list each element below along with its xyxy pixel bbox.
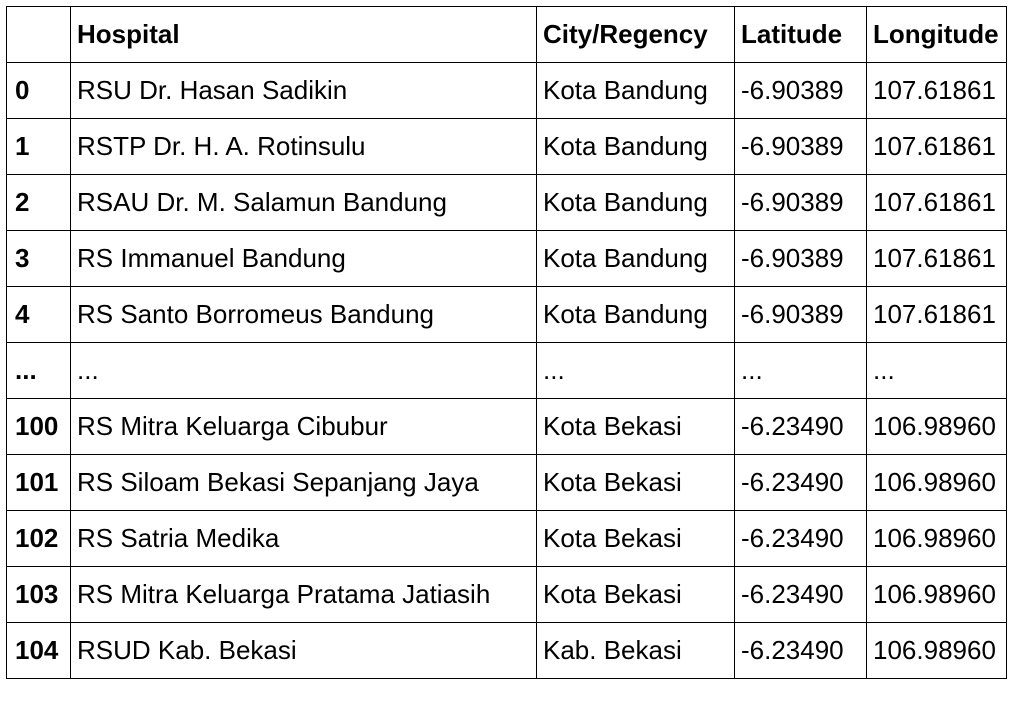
city-cell: Kota Bandung — [537, 231, 735, 287]
row-index: 102 — [7, 511, 71, 567]
city-cell: Kota Bekasi — [537, 567, 735, 623]
latitude-cell: -6.90389 — [735, 287, 867, 343]
longitude-cell: 106.98960 — [867, 399, 1007, 455]
latitude-cell: -6.90389 — [735, 119, 867, 175]
table-row — [7, 63, 1007, 119]
table-row — [7, 567, 1007, 623]
hospital-cell: ... — [71, 343, 537, 399]
hospital-cell: RSTP Dr. H. A. Rotinsulu — [71, 119, 537, 175]
latitude-cell: -6.90389 — [735, 175, 867, 231]
latitude-cell: -6.90389 — [735, 63, 867, 119]
row-index: ... — [7, 343, 71, 399]
hospital-cell: RSUD Kab. Bekasi — [71, 623, 537, 679]
longitude-cell: 106.98960 — [867, 567, 1007, 623]
table-row — [7, 623, 1007, 679]
longitude-cell: ... — [867, 343, 1007, 399]
header-hospital: Hospital — [71, 7, 537, 63]
row-index: 0 — [7, 63, 71, 119]
city-cell: Kota Bandung — [537, 63, 735, 119]
table-row — [7, 231, 1007, 287]
city-cell: Kota Bekasi — [537, 511, 735, 567]
table-row — [7, 287, 1007, 343]
city-cell: Kota Bekasi — [537, 455, 735, 511]
latitude-cell: -6.23490 — [735, 567, 867, 623]
header-index — [7, 7, 71, 63]
longitude-cell: 106.98960 — [867, 455, 1007, 511]
latitude-cell: -6.23490 — [735, 455, 867, 511]
header-city-regency: City/Regency — [537, 7, 735, 63]
latitude-cell: -6.90389 — [735, 231, 867, 287]
row-index: 103 — [7, 567, 71, 623]
latitude-cell: -6.23490 — [735, 399, 867, 455]
city-cell: Kab. Bekasi — [537, 623, 735, 679]
hospital-cell: RS Mitra Keluarga Cibubur — [71, 399, 537, 455]
table-row — [7, 455, 1007, 511]
longitude-cell: 107.61861 — [867, 175, 1007, 231]
header-longitude: Longitude — [867, 7, 1007, 63]
row-index: 104 — [7, 623, 71, 679]
table-body — [7, 63, 1007, 679]
city-cell: Kota Bekasi — [537, 399, 735, 455]
latitude-cell: -6.23490 — [735, 623, 867, 679]
header-row — [7, 7, 1007, 63]
latitude-cell: -6.23490 — [735, 511, 867, 567]
row-index: 4 — [7, 287, 71, 343]
row-index: 100 — [7, 399, 71, 455]
city-cell: ... — [537, 343, 735, 399]
row-index: 3 — [7, 231, 71, 287]
latitude-cell: ... — [735, 343, 867, 399]
city-cell: Kota Bandung — [537, 119, 735, 175]
longitude-cell: 106.98960 — [867, 511, 1007, 567]
hospital-cell: RS Satria Medika — [71, 511, 537, 567]
hospital-cell: RSAU Dr. M. Salamun Bandung — [71, 175, 537, 231]
longitude-cell: 107.61861 — [867, 231, 1007, 287]
row-index: 101 — [7, 455, 71, 511]
table-row — [7, 119, 1007, 175]
table-header — [7, 7, 1007, 63]
table-row — [7, 175, 1007, 231]
table-row — [7, 511, 1007, 567]
longitude-cell: 107.61861 — [867, 119, 1007, 175]
longitude-cell: 107.61861 — [867, 63, 1007, 119]
row-index: 1 — [7, 119, 71, 175]
dataframe-table — [6, 6, 1007, 679]
table-row — [7, 399, 1007, 455]
hospital-cell: RS Siloam Bekasi Sepanjang Jaya — [71, 455, 537, 511]
ellipsis-row — [7, 343, 1007, 399]
row-index: 2 — [7, 175, 71, 231]
header-latitude: Latitude — [735, 7, 867, 63]
hospital-cell: RSU Dr. Hasan Sadikin — [71, 63, 537, 119]
city-cell: Kota Bandung — [537, 287, 735, 343]
hospital-cell: RS Immanuel Bandung — [71, 231, 537, 287]
hospital-cell: RS Santo Borromeus Bandung — [71, 287, 537, 343]
longitude-cell: 106.98960 — [867, 623, 1007, 679]
city-cell: Kota Bandung — [537, 175, 735, 231]
longitude-cell: 107.61861 — [867, 287, 1007, 343]
hospital-cell: RS Mitra Keluarga Pratama Jatiasih — [71, 567, 537, 623]
